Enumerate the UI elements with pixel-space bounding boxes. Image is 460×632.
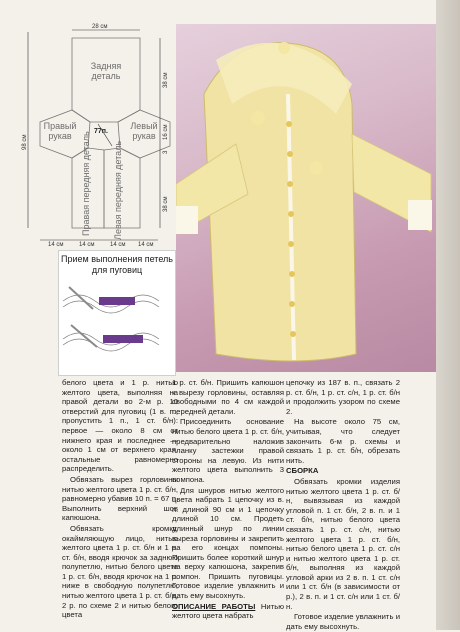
- neck-stitch-count: 77п.: [94, 128, 108, 135]
- paragraph: 1 р. ст. б/н. Пришить капюшон к вырезу горловины, оставляя свободными по 4 см каждой передней детали.: [172, 378, 284, 416]
- paragraph: Нитью желтого цвета набрать: [172, 601, 285, 621]
- section-heading-assembly: СБОРКА: [286, 466, 319, 476]
- right-cuff: [176, 206, 198, 234]
- dim-16: 16 см: [163, 124, 169, 140]
- pattern-schematic: [0, 0, 175, 250]
- paragraph: Присоединить основание нитью белого цвета 1 р. ст. б/н, предварительно наложив планку застежки правой стороны на левую. Из нити желтого цвета выполнить 3 помпона.: [172, 417, 284, 484]
- right-front-label: Правая передняя деталь: [81, 131, 92, 236]
- buttonhole-chain-2: [103, 335, 143, 343]
- buttonhole-chain-1: [99, 297, 135, 305]
- left-sleeve-label: Левый рукав: [130, 121, 158, 141]
- product-photo: [176, 24, 436, 372]
- left-cuff: [408, 200, 432, 230]
- buttonhole-technique-box: [58, 250, 176, 376]
- page-edge: [436, 0, 460, 630]
- paragraph: белого цвета и 1 р. нитью желтого цвета, выполняя на правой детали во 2-м р. 10 отверстий для пуговиц (1 в. п., пропустить 1 п., 1 ст. б/н): первое — около 8 см от нижнего края и последнее — около 1 см от верхнего края, остальные равномерно распределить.: [62, 378, 178, 474]
- paragraph: Обвязать кромку, окаймляющую лицо, нитью желтого цвета 1 р. ст. б/н и 1 р. ст. б/н, вводя крючок за заднюю полупетлю, нитью белого цвета 1 р. ст. б/н, вводя крючок на 1 р. ниже в свободную полупетлю, нитью желтого цвета 1 р. ст. б/н, 2 р. по схеме 2 и нитью белого цвета: [62, 523, 178, 620]
- knitted-envelope-illustration: [176, 24, 436, 372]
- right-sleeve-label: Правый рукав: [43, 121, 77, 141]
- text-column-2: [172, 378, 284, 622]
- dim-bottom-1: 14 см: [48, 242, 64, 248]
- paragraph: Для шнуров нитью желтого цвета набрать 1 цепочку из в. п. длиной 90 см и 1 цепочку длиной 10 см. Продеть длинный шнур по линии выреза горловины и закрепить на его концах помпоны. Пришить более короткий шнур на верху капюшона, закрепив помпон. Пришить пуговицы. Готовое изделие увлажнить и дать ему высохнуть.: [172, 485, 284, 601]
- dim-38-bottom: 38 см: [163, 196, 169, 212]
- cord-pompom-right: [309, 161, 323, 175]
- dim-bottom-2: 14 см: [79, 242, 95, 248]
- section-heading-work: ОПИСАНИЕ РАБОТЫ: [172, 601, 256, 611]
- buttonhole-title: Прием выполнения петель для пуговиц: [61, 254, 173, 275]
- paragraph: Обвязать кромки изделия нитью желтого цвета 1 р. ст. б/н, вывязывая из каждой угловой п. 1 ст. б/н, 2 в. п. и 1 ст. б/н, нитью белого цвета связать 1 р. ст. с/н, нитью желтого цвета 1 р. ст. б/н, нитью белого цвета 1 р. ст. с/н и нитью желтого цвета 1 р. ст. б/н, выполняя из каждой угловой арки из 2 в. п. 1 ст. с/н или 1 ст. б/н (в зависимости от р.), 2 в. п. и 1 ст. с/н или 1 ст. б/н.: [286, 476, 400, 611]
- dim-38-top: 38 см: [163, 72, 169, 88]
- dim-bottom-4: 14 см: [138, 242, 154, 248]
- paragraph: Готовое изделие увлажнить и дать ему высохнуть.: [286, 612, 400, 631]
- cord-pompom-left: [251, 111, 265, 125]
- back-piece-label: Задняя деталь: [90, 61, 122, 81]
- crochet-hook-2: [71, 325, 97, 347]
- paragraph: Обвязать вырез горловины нитью желтого цвета 1 р. ст. б/н, равномерно убавив 10 п. = 67 п. Выполнить верхний шов капюшона.: [62, 474, 178, 523]
- buttonhole-diagram: [59, 281, 175, 373]
- dim-3: 3: [163, 150, 169, 154]
- text-column-3: [286, 378, 400, 632]
- paragraph: цепочку из 187 в. п., связать 2 р. ст. б/н, 1 р. ст. с/н, 1 р. ст. б/н и продолжить узором по схеме 2.: [286, 378, 400, 416]
- paragraph: На высоте около 75 см, учитывая, что следует закончить 6-м р. схемы и связать 1 р. ст. б/н, обрезать нить.: [286, 417, 400, 465]
- dim-width-top: 28 см: [92, 24, 108, 30]
- hood-pompom: [278, 42, 290, 54]
- text-column-1: [62, 378, 178, 621]
- crochet-hook-1: [69, 287, 93, 309]
- dim-height-total: 98 см: [22, 134, 28, 150]
- dim-bottom-3: 14 см: [110, 242, 126, 248]
- left-front-label: Левая передняя деталь: [113, 140, 124, 240]
